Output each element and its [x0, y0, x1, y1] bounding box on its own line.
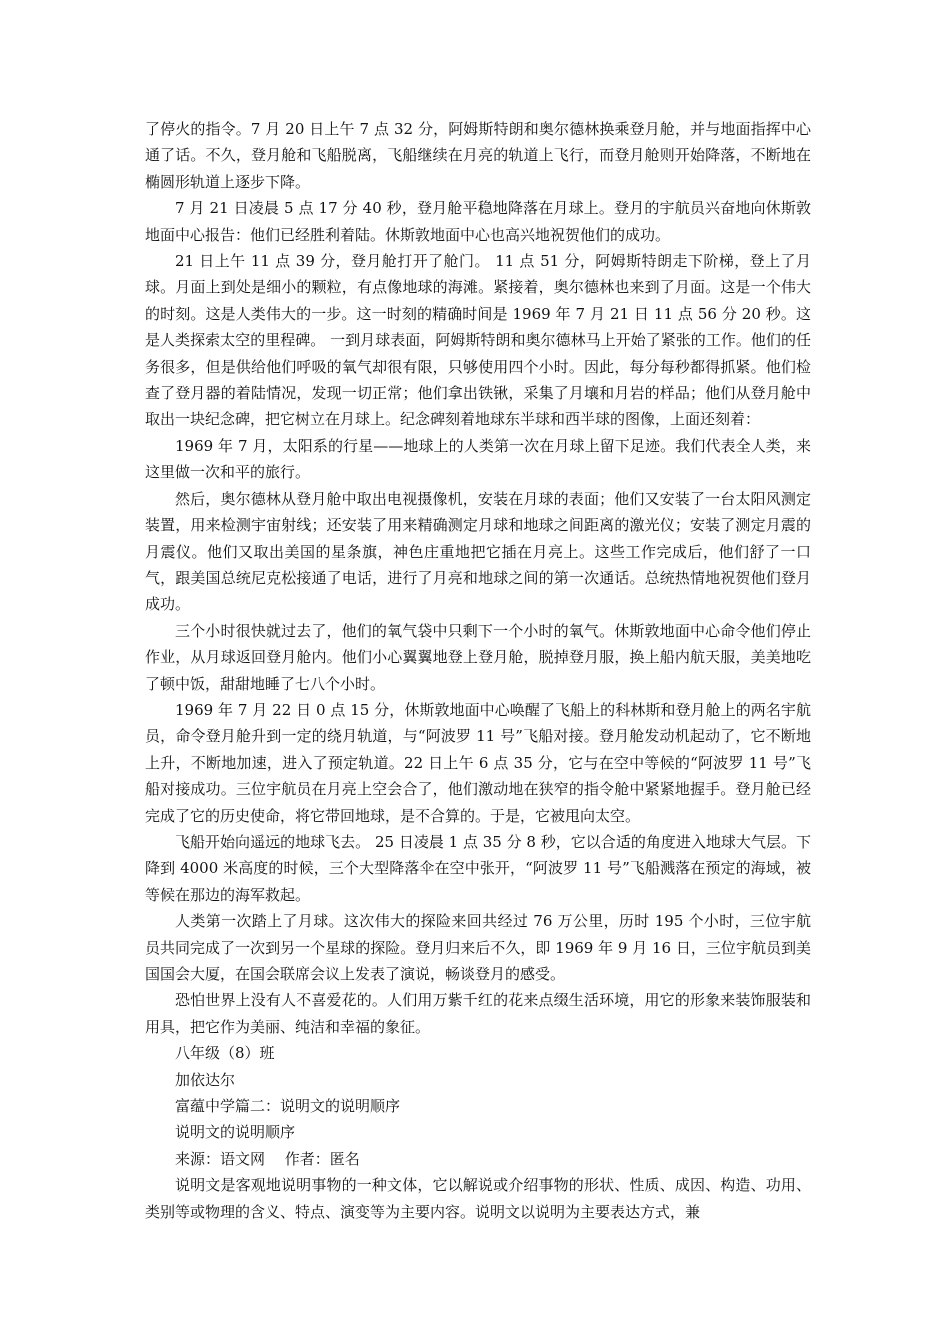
paragraph: 三个小时很快就过去了，他们的氧气袋中只剩下一个小时的氧气。休斯敦地面中心命令他们停止作业，从月球返回登月舱内。他们小心翼翼地登上登月舱，脱掉登月服，换上船内航天服，美美地吃了顿中饭，甜甜地睡了七八个小时。 [145, 621, 811, 693]
paragraph: 1969 年 7 月 22 日 0 点 15 分，休斯敦地面中心唤醒了飞船上的科林斯和登月舱上的两名宇航员，命令登月舱升到一定的绕月轨道，与“阿波罗 11 号”飞船对接。登月舱发动机起动了，它不断地上升，不断地加速，进入了预定轨道。22 日上午 6 点 35 分，它与在空中等候的“阿波罗 11 号”飞船对接成功。三位宇航员在月亮上空会合了，他们激动地在狭窄的指令舱中紧紧地握手。登月舱已经完成了它的历史使命，将它带回地球，是不合算的。于是，它被甩向太空。 [145, 700, 811, 825]
class-line: 八年级（8）班 [175, 1044, 275, 1063]
author-name: 加依达尔 [175, 1070, 236, 1089]
document-page [145, 116, 811, 1225]
paragraph: 恐怕世界上没有人不喜爱花的。人们用万紫千红的花来点缀生活环境，用它的形象来装饰服装和用具，把它作为美丽、纯洁和幸福的象征。 [145, 991, 811, 1036]
paragraph: 7 月 21 日凌晨 5 点 17 分 40 秒，登月舱平稳地降落在月球上。登月的宇航员兴奋地向休斯敦地面中心报告：他们已经胜利着陆。休斯敦地面中心也高兴地祝贺他们的成功。 [145, 199, 811, 244]
paragraph: 1969 年 7 月，太阳系的行星——地球上的人类第一次在月球上留下足迹。我们代表全人类，来这里做一次和平的旅行。 [145, 436, 811, 482]
paragraph: 人类第一次踏上了月球。这次伟大的探险来回共经过 76 万公里，历时 195 个小时，三位宇航员共同完成了一次到另一个星球的探险。登月归来后不久，即 1969 年 9 月 16 日，三位宇航员到美国国会大厦，在国会联席会议上发表了演说，畅谈登月的感受。 [145, 912, 811, 983]
paragraph: 了停火的指令。7 月 20 日上午 7 点 32 分，阿姆斯特朗和奥尔德林换乘登月舱，并与地面指挥中心通了话。不久，登月舱和飞船脱离，飞船继续在月亮的轨道上飞行，而登月舱则开始降落，不断地在椭圆形轨道上逐步下降。 [145, 120, 811, 191]
paragraph: 飞船开始向遥远的地球飞去。 25 日凌晨 1 点 35 分 8 秒，它以合适的角度进入地球大气层。下降到 4000 米高度的时候，三个大型降落伞在空中张开，“阿波罗 11 号”飞船溅落在预定的海域，被等候在那边的海军救起。 [145, 832, 811, 904]
source-line: 来源：语文网 作者：匿名 [175, 1149, 360, 1168]
paragraph: 21 日上午 11 点 39 分，登月舱打开了舱门。 11 点 51 分，阿姆斯特朗走下阶梯，登上了月球。月面上到处是细小的颗粒，有点像地球的海滩。紧接着，奥尔德林也来到了月面。这是一个伟大的时刻。这是人类伟大的一步。这一时刻的精确时间是 1969 年 7 月 21 日 11 点 56 分 20 秒。这是人类探索太空的里程碑。 一到月球表面，阿姆斯特朗和奥尔德林马上开始了紧张的工作。他们的任务很多，但是供给他们呼吸的氧气却很有限，只够使用四个小时。因此，每分每秒都得抓紧。他们检查了登月器的着陆情况，发现一切正常；他们拿出铁锹，采集了月壤和月岩的样品；他们从登月舱中取出一块纪念碑，把它树立在月球上。纪念碑刻着地球东半球和西半球的图像，上面还刻着： [145, 252, 811, 429]
section-heading: 富蕴中学篇二：说明文的说明顺序 [175, 1097, 401, 1116]
paragraph: 然后，奥尔德林从登月舱中取出电视摄像机，安装在月球的表面；他们又安装了一台太阳风测定装置，用来检测宇宙射线；还安装了用来精确测定月球和地球之间距离的激光仪；安装了测定月震的月震仪。他们又取出美国的星条旗，神色庄重地把它插在月亮上。这些工作完成后，他们舒了一口气，跟美国总统尼克松接通了电话，进行了月亮和地球之间的第一次通话。总统热情地祝贺他们登月成功。 [145, 489, 811, 614]
article-title: 说明文的说明顺序 [175, 1123, 296, 1142]
paragraph: 说明文是客观地说明事物的一种文体，它以解说或介绍事物的形状、性质、成因、构造、功用、类别等或物理的含义、特点、演变等为主要内容。说明文以说明为主要表达方式，兼 [145, 1176, 811, 1221]
